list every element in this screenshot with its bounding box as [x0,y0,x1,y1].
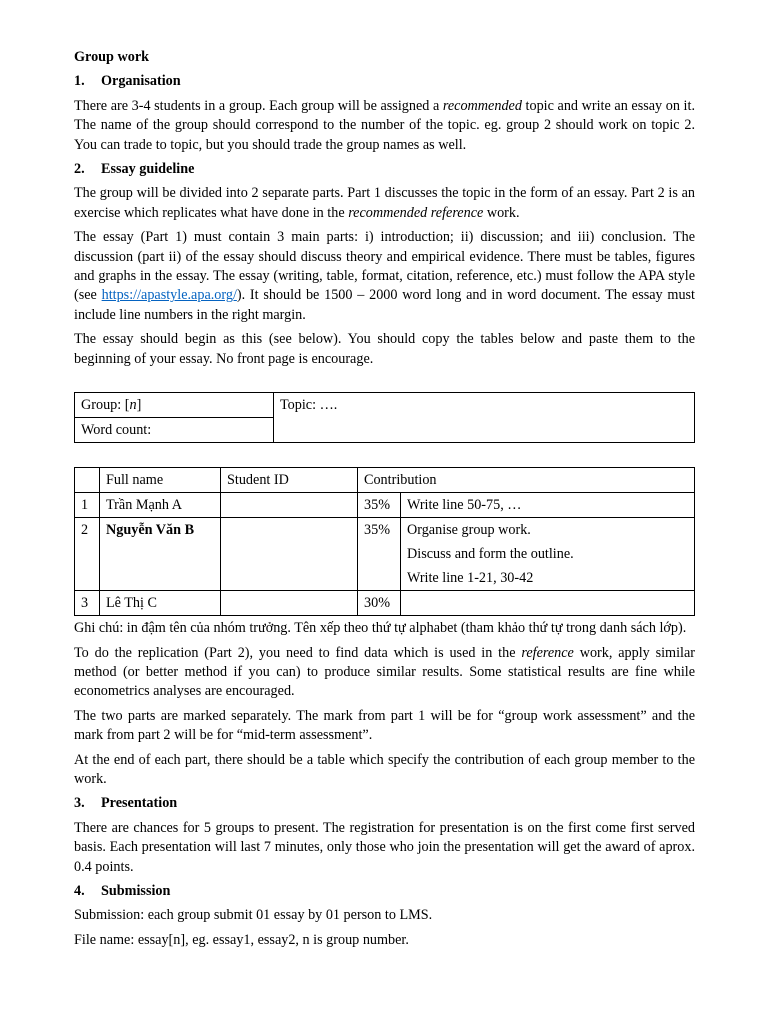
section-title: Organisation [101,73,181,90]
member-name: Lê Thị C [100,591,221,616]
contribution-percent: 35% [358,493,401,518]
contribution-paragraph: At the end of each part, there should be a table which specify the contribution of each group member to the work. [74,751,695,787]
contribution-tasks [401,591,695,616]
replication-paragraph: To do the replication (Part 2), you need to find data which is used in the reference work, apply similar method (or better method if you can) to produce similar results. Some statistical results are fine while econometrics analyses are encouraged. [74,644,695,700]
section-heading-presentation [74,794,695,813]
note-paragraph: Ghi chú: in đậm tên của nhóm trưởng. Tên xếp theo thứ tự alphabet (tham khảo thứ tự trong danh sách lớp). [74,620,687,637]
contribution-percent: 30% [358,591,401,616]
section-heading-submission [74,882,695,901]
section-number: 3. [74,795,85,812]
table-row [75,591,695,616]
section-title: Presentation [101,795,178,812]
student-id [221,518,358,591]
submission-paragraph: Submission: each group submit 01 essay by 01 person to LMS. [74,907,433,924]
presentation-paragraph: There are chances for 5 groups to present. The registration for presentation is on the first come first served basis. Each presentation will last 7 minutes, only those who join the presentation will get the award of aprox. 0.4 points. [74,819,695,875]
file-name-paragraph: File name: essay[n], eg. essay1, essay2, n is group number. [74,931,409,948]
word-count-cell: Word count: [75,418,274,443]
section-title: Submission [101,882,171,899]
essay-structure-paragraph: The essay (Part 1) must contain 3 main parts: i) introduction; ii) discussion; and iii) conclusion. The discussion (part ii) of the essay should discuss theory and empirical evidence. There must be tables, figures and graphs in the essay. The essay (writing, table, format, citation, reference, etc.) must follow the APA style (see https://apastyle.apa.org/). It should be 1500 – 2000 word long and in word document. The essay must include line numbers in the right margin. [74,229,696,323]
group-info-table [74,392,695,443]
header-cell: Student ID [221,468,358,493]
student-id [221,493,358,518]
group-cell: Group: [n] [75,393,274,418]
section-number: 4. [74,882,85,899]
row-number: 3 [75,591,100,616]
row-number: 2 [75,518,100,591]
table-row [75,493,695,518]
section-heading-organisation [74,72,695,91]
student-id [221,591,358,616]
table-header-row [75,468,695,493]
topic-cell: Topic: …. [274,393,695,443]
apa-style-link[interactable]: https://apastyle.apa.org/ [101,287,237,304]
organisation-paragraph: There are 3-4 students in a group. Each group will be assigned a recommended topic and write an essay on it. The name of the group should correspond to the number of the topic. eg. group 2 should work on topic 2. You can trade to topic, but you should trade the group names as well. [74,97,695,153]
header-cell: Full name [100,468,221,493]
member-name: Trần Mạnh A [100,493,221,518]
header-cell [75,468,100,493]
member-name-leader: Nguyễn Văn B [100,518,221,591]
guideline-paragraph: The group will be divided into 2 separate parts. Part 1 discusses the topic in the form of an essay. Part 2 is an exercise which replicates what have done in the recommended reference work. [74,185,695,221]
section-heading-essay-guideline [74,160,695,179]
table-row [75,518,695,591]
essay-begin-paragraph: The essay should begin as this (see below). You should copy the tables below and paste them to the beginning of your essay. No front page is encourage. [74,331,695,367]
marking-paragraph: The two parts are marked separately. The mark from part 1 will be for “group work assessment” and the mark from part 2 will be for “mid-term assessment”. [74,707,695,744]
section-title: Essay guideline [101,161,195,178]
contribution-tasks: Write line 50-75, … [401,493,695,518]
contribution-percent: 35% [358,518,401,591]
document-page [74,48,695,955]
section-number: 2. [74,161,85,178]
contribution-tasks: Organise group work. Discuss and form the outline. Write line 1-21, 30-42 [401,518,695,591]
header-cell: Contribution [358,468,695,493]
section-number: 1. [74,73,85,90]
members-table [74,467,695,616]
document-title: Group work [74,49,150,65]
row-number: 1 [75,493,100,518]
